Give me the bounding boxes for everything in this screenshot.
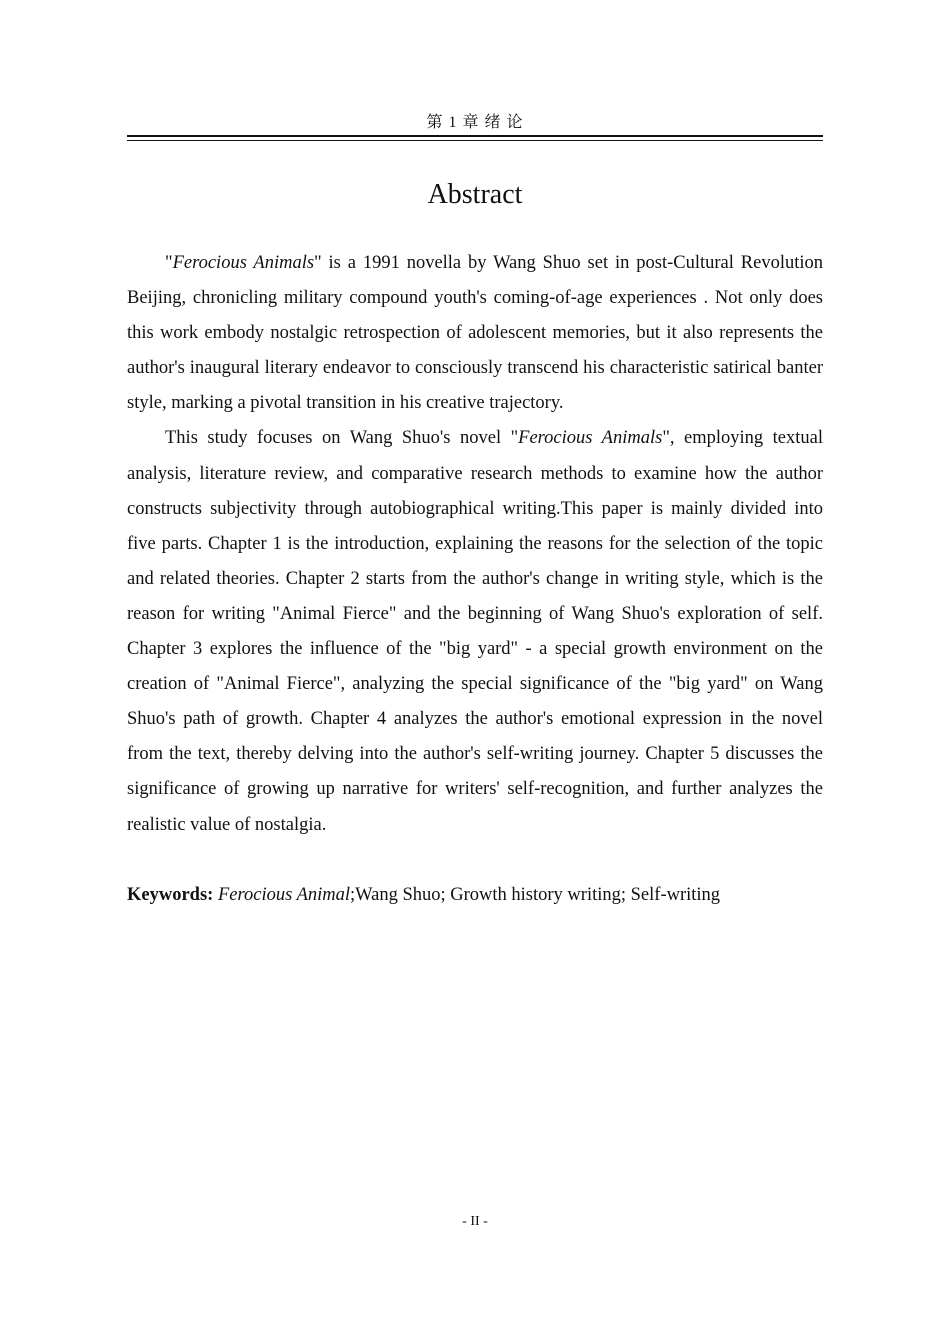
header-rule-thick (127, 135, 823, 137)
paragraph-1-book-title: Ferocious Animals (172, 253, 315, 273)
keywords-rest: ;Wang Shuo; Growth history writing; Self-writing (350, 885, 721, 905)
keywords-label: Keywords: (127, 885, 214, 905)
paragraph-1-open-quote: " (165, 253, 173, 273)
header-rule-thin (127, 140, 823, 141)
page-number: - II - (462, 1214, 488, 1229)
abstract-paragraph-2 (127, 421, 823, 842)
abstract-title: Abstract (427, 179, 523, 210)
keywords-line (127, 878, 823, 913)
abstract-paragraph-1 (127, 246, 823, 421)
paragraph-2-book-title: Ferocious Animals (518, 428, 663, 449)
keywords-italic-term: Ferocious Animal (217, 885, 351, 905)
abstract-body (127, 246, 823, 843)
paragraph-1-text: " is a 1991 novella by Wang Shuo set in post-Cultural Revolution Beijing, chronicling military compound youth's coming-of-age experiences . Not only does this work embody nostalgic retrospection of adolescent memories, but it also represents the author's inaugural literary endeavor to consciously transcend his characteristic satirical banter style, marking a pivotal transition in his creative trajectory. (127, 253, 823, 414)
running-header: 第 1 章 绪 论 (426, 114, 524, 131)
paragraph-2-lead: This study focuses on Wang Shuo's novel " (165, 428, 519, 449)
paragraph-2-text: ", employing textual analysis, literature review, and comparative research methods to examine how the author constructs subjectivity through autobiographical writing.This paper is mainly divided into five parts. Chapter 1 is the introduction, explaining the reasons for the selection of the topic and related theories. Chapter 2 starts from the author's change in writing style, which is the reason for writing "Animal Fierce" and the beginning of Wang Shuo's exploration of self. Chapter 3 explores the influence of the "big yard" - a special growth environment on the creation of "Animal Fierce", analyzing the special significance of the "big yard" on Wang Shuo's path of growth. Chapter 4 analyzes the author's emotional expression in the novel from the text, thereby delving into the author's self-writing journey. Chapter 5 discusses the significance of growing up narrative for writers' self-recognition, and further analyzes the realistic value of nostalgia. (127, 428, 823, 835)
